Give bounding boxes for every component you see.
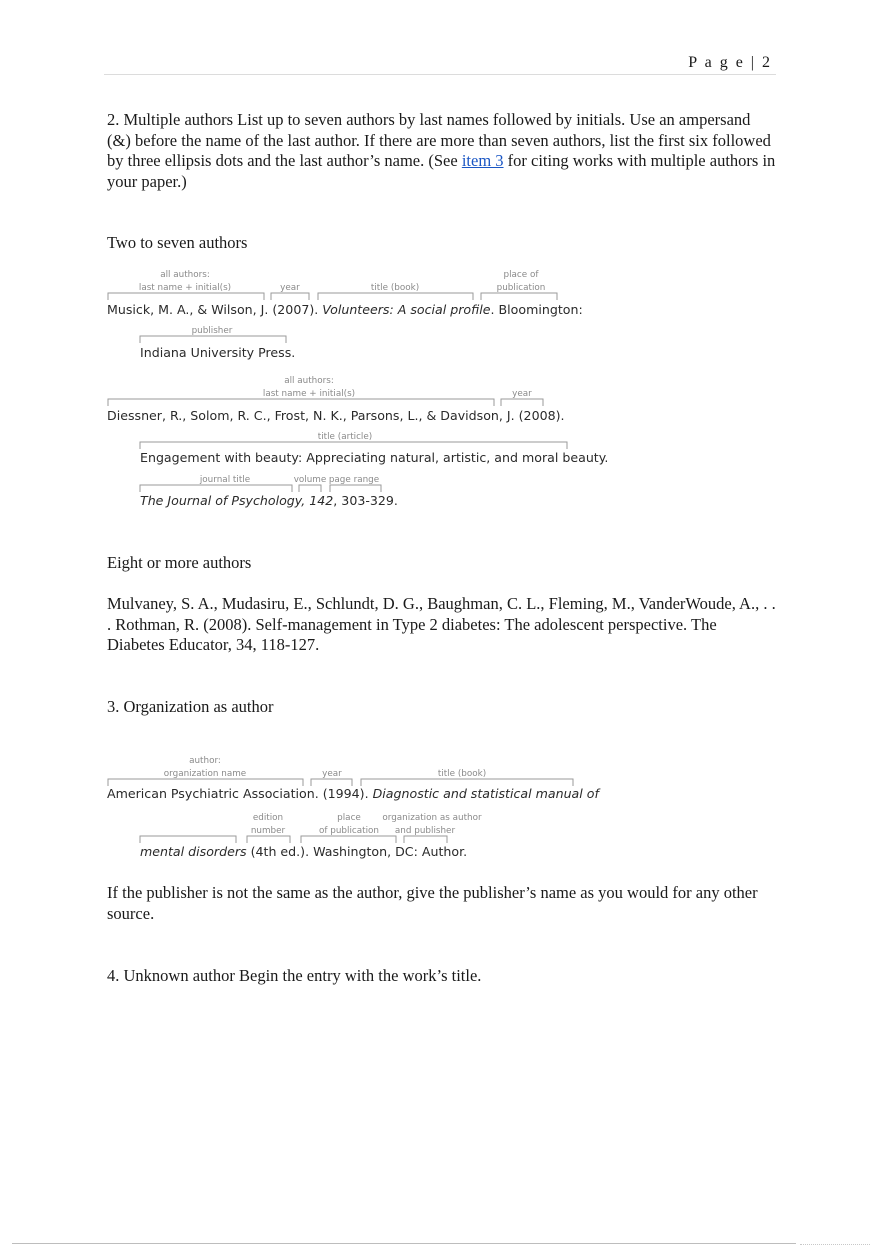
ann-year: year [322, 769, 342, 779]
eight-or-more-heading: Eight or more authors [107, 553, 252, 572]
publisher-note: If the publisher is not the same as the author, give the publisher’s name as you would for any other source. [107, 883, 758, 923]
bracket-year [501, 399, 543, 406]
diessner-line-3: The Journal of Psychology, 142, 303-329. [140, 493, 398, 508]
ann-publisher: publisher [191, 326, 233, 336]
ann-year: year [512, 389, 532, 399]
ann-author: author: [189, 756, 221, 766]
multiple-authors-text-end: for citing works with multiple authors in your paper.) [107, 151, 776, 191]
bracket-title [318, 293, 473, 300]
ann-journal: journal title [199, 475, 251, 485]
bracket-edition [247, 836, 290, 843]
ann-place: place of [503, 270, 539, 280]
bracket-article [140, 442, 567, 449]
ann-place-2: publication [496, 283, 546, 293]
bracket-volume [299, 485, 321, 492]
ann-edition-2: number [250, 826, 286, 836]
musick-line-2: Indiana University Press. [140, 345, 296, 360]
ann-edition: edition [252, 813, 284, 823]
ann-pages: page range [328, 475, 380, 485]
musick-figure [107, 270, 583, 360]
item-3-link[interactable]: item 3 [461, 151, 504, 170]
footer-rule [12, 1243, 796, 1244]
ann-authors: all authors: [284, 376, 334, 386]
footer-mark [800, 1238, 870, 1245]
apa-line-2: mental disorders (4th ed.). Washington, DC: Author. [140, 844, 468, 859]
page-number: P a g e | 2 [688, 54, 772, 71]
ann-title: title (book) [437, 769, 487, 779]
ann-title: title (book) [370, 283, 420, 293]
eight-or-more-citation: Mulvaney, S. A., Mudasiru, E., Schlundt, D. G., Baughman, C. L., Fleming, M., VanderWoude, A., . . . Rothman, R. (2008). Self-management in Type 2 diabetes: The adolescent perspective. The Diabetes Educator, 34, 118-127. [107, 594, 776, 654]
bracket-place [301, 836, 396, 843]
bracket-title [361, 779, 573, 786]
two-to-seven-heading: Two to seven authors [107, 233, 248, 252]
bracket-authors [108, 399, 494, 406]
ann-volume: volume [293, 475, 327, 485]
bracket-title-continued [140, 836, 236, 843]
unknown-author-paragraph: 4. Unknown author Begin the entry with the work’s title. [107, 966, 482, 985]
ann-place-2: of publication [319, 826, 379, 836]
bracket-org [404, 836, 447, 843]
ann-article: title (article) [317, 432, 373, 442]
musick-line-1: Musick, M. A., & Wilson, J. (2007). Volunteers: A social profile. Bloomington: [107, 302, 583, 317]
diessner-line-1: Diessner, R., Solom, R. C., Frost, N. K., Parsons, L., & Davidson, J. (2008). [107, 408, 565, 423]
diessner-figure [107, 376, 608, 508]
ann-authors: all authors: [160, 270, 210, 280]
apa-line-1: American Psychiatric Association. (1994). Diagnostic and statistical manual of [107, 786, 599, 801]
ann-author-2: organization name [163, 769, 247, 779]
ann-place: place [337, 813, 361, 823]
ann-authors-2: last name + initial(s) [138, 283, 232, 293]
apa-figure [107, 756, 601, 859]
multiple-authors-text: 2. Multiple authors List up to seven authors by last names followed by initials. Use an ampersand (&) before the name of the last author. If there are more than seven authors, list the first six followed by three ellipsis dots and the last author’s name. (See [107, 110, 771, 170]
organization-heading: 3. Organization as author [107, 697, 274, 716]
bracket-place [481, 293, 557, 300]
ann-authors-2: last name + initial(s) [262, 389, 356, 399]
bracket-journal [140, 485, 292, 492]
bracket-authors [108, 293, 264, 300]
bracket-author [108, 779, 303, 786]
bracket-publisher [140, 336, 286, 343]
diessner-line-2: Engagement with beauty: Appreciating natural, artistic, and moral beauty. [140, 450, 609, 465]
bracket-year [271, 293, 309, 300]
ann-year: year [280, 283, 300, 293]
bracket-pages [330, 485, 381, 492]
ann-org-2: and publisher [394, 826, 456, 836]
bracket-year [311, 779, 352, 786]
ann-org: organization as author [382, 813, 482, 823]
